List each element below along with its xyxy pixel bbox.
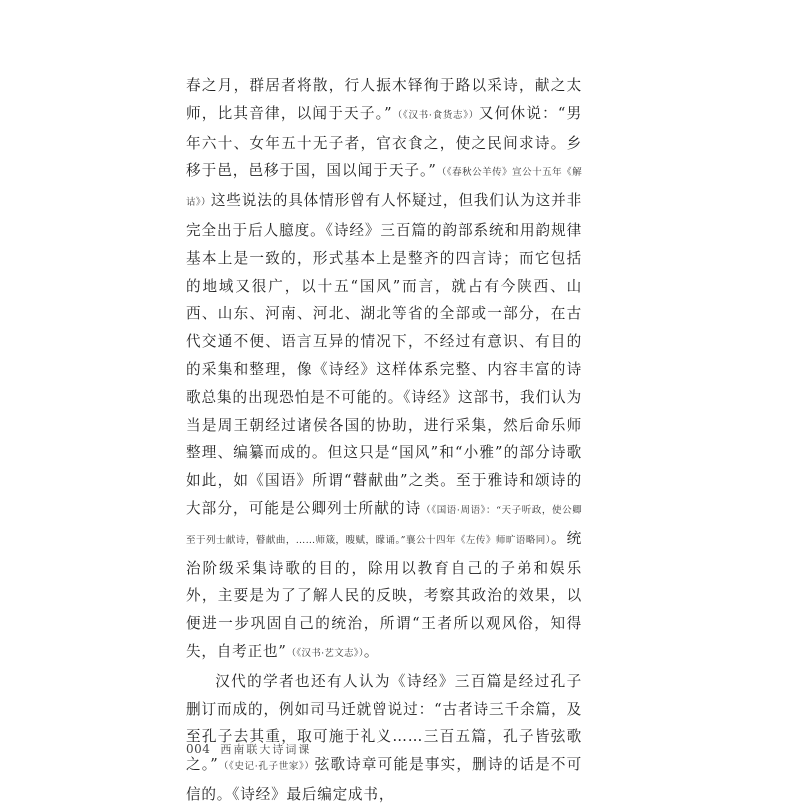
- paragraph-continued: [186, 72, 582, 668]
- body-text: [186, 72, 582, 809]
- citation: （《汉书·食货志》）: [392, 109, 479, 121]
- paragraph-text: 汉代的学者也还有人认为《诗经》三百篇是经过孔子删订而成的，例如司马迁就曾说过：“古者诗三千余篇，及至孔子去其重，取可施于礼义……三百五篇，孔子皆弦歌之。”: [186, 672, 582, 774]
- page-footer: [186, 738, 311, 757]
- page-number: 004: [186, 742, 211, 756]
- paragraph-text: 弦歌诗章可能是事实，删诗的话是不可信的。《诗经》最后编定成书，: [186, 756, 582, 803]
- citation: （《春秋公羊传》宣公十五年《解诂》）: [186, 167, 582, 209]
- paragraph-text: 这些说法的具体情形曾有人怀疑过，但我们认为这并非完全出于后人臆度。《诗经》三百篇的韵部系统和用韵规律基本上是一致的，形式基本上是整齐的四言诗；而它包括的地域又很广，以十五“国风”而言，就占有今陕西、山西、山东、河南、河北、湖北等省的全部或一部分，在古代交通不便、语言互异的情况下，不经过有意识、有目的的采集和整理，像《诗经》这样体系完整、内容丰富的诗歌总集的出现恐怕是不可能的。《诗经》这部书，我们认为当是周王朝经过诸侯各国的协助，进行采集，然后命乐师整理、编纂而成的。但这只是“国风”和“小雅”的部分诗歌如此，如《国语》所谓“瞽献曲”之类。至于雅诗和颂诗的大部分，可能是公卿列士所献的诗: [186, 192, 582, 517]
- citation: （《汉书·艺文志》）: [286, 647, 364, 659]
- running-title: 西南联大诗词课: [220, 743, 312, 756]
- paragraph-text: 。统治阶级采集诗歌的目的，除用以教育自己的子弟和娱乐外，主要是为了了解人民的反映，考察其政治的效果，以便进一步巩固自己的统治，所谓“王者所以观风俗，知得失，自考正也”: [186, 529, 582, 660]
- paragraph-text: 又何休说：“男年六十、女年五十无子者，官衣食之，使之民间求诗。乡移于邑，邑移于国，国以闻于天子。”: [186, 104, 582, 180]
- paragraph-text: 。: [363, 642, 380, 660]
- citation: （《国语·周语》：“天子听政，使公卿至于列士献诗，瞽献曲，……师箴，瞍赋，矇诵。”襄公十四年《左传》师旷语略同）: [186, 504, 582, 546]
- citation: （《史记·孔子世家》）: [218, 761, 315, 773]
- paragraph-text: 春之月，群居者将散，行人振木铎徇于路以采诗，献之太师，比其音律，以闻于天子。”: [186, 77, 582, 122]
